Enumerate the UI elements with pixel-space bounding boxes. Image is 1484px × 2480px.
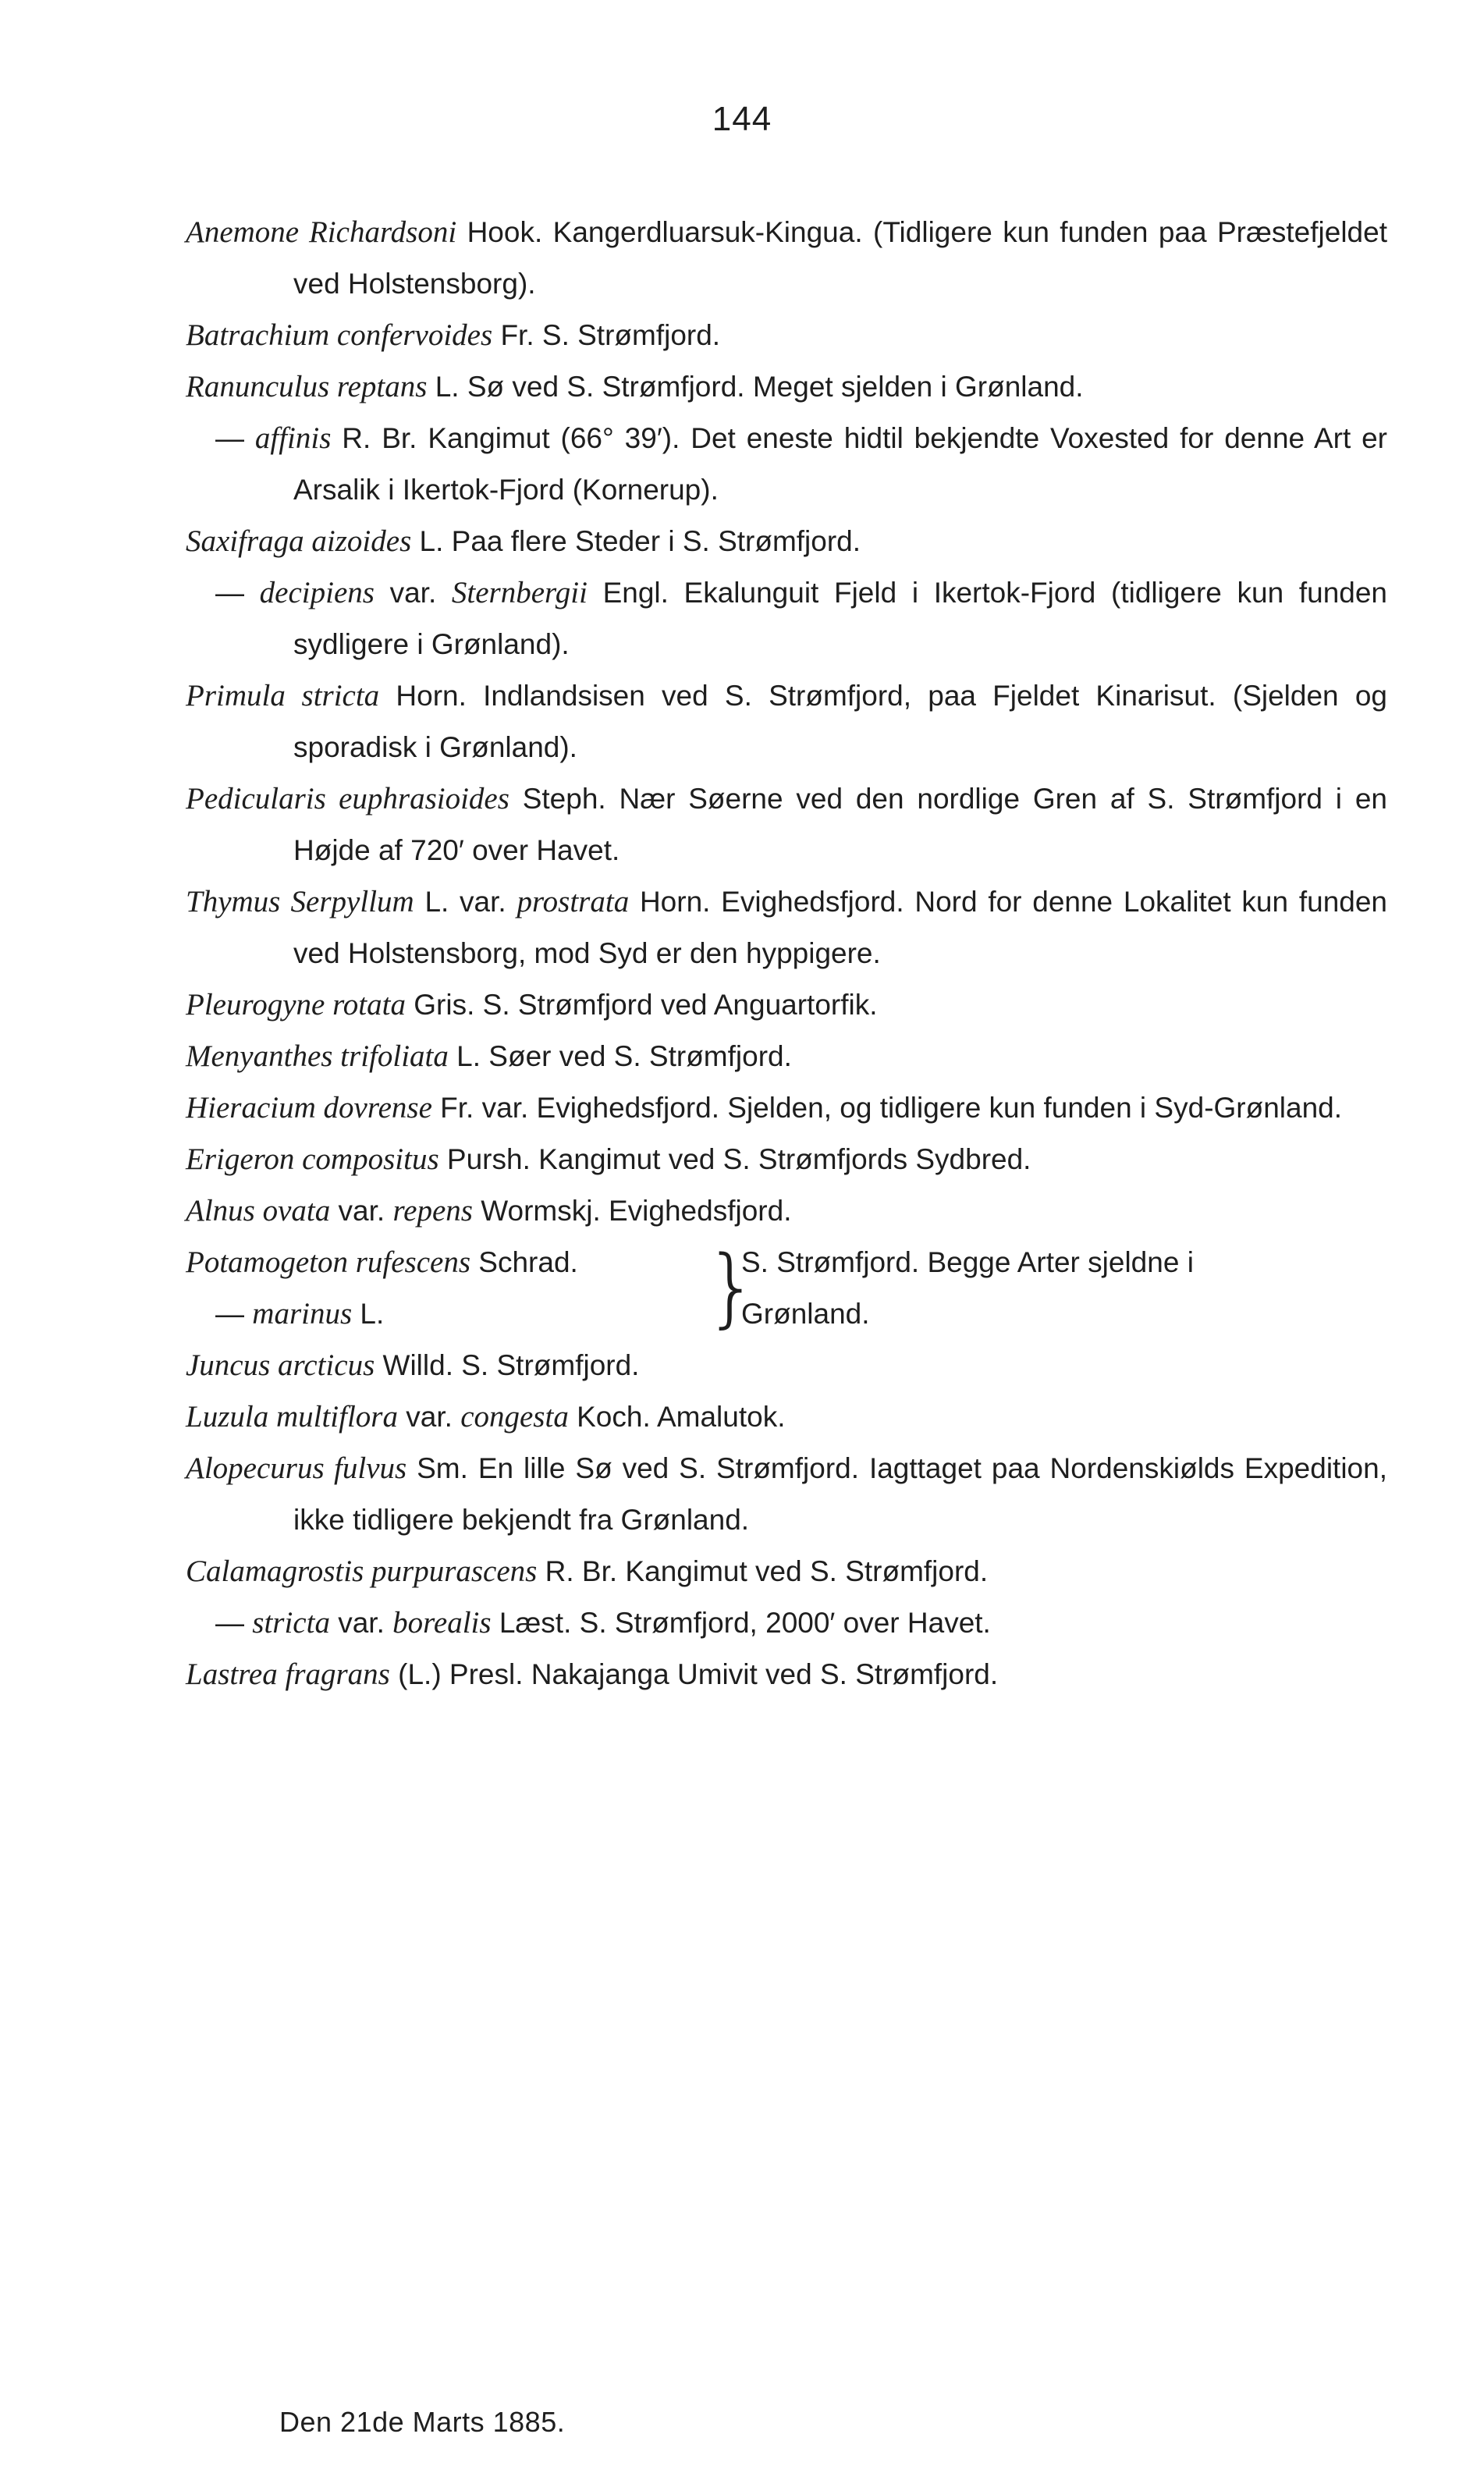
entry-text: L. Søer ved S. Strømfjord.: [448, 1040, 792, 1072]
species-entry: [186, 1649, 1387, 1700]
entry-text: var.: [374, 577, 452, 609]
variety-name: prostrata: [517, 885, 630, 918]
species-entry: [186, 361, 1387, 413]
species-entry: [186, 1134, 1387, 1185]
species-entry: [186, 979, 1387, 1031]
species-name: Menyanthes trifoliata: [186, 1039, 449, 1073]
species-name: Anemone Richardsoni: [186, 215, 457, 249]
species-name: Thymus Serpyllum: [186, 885, 414, 918]
species-entry: [186, 207, 1387, 310]
species-entry: [186, 567, 1387, 670]
species-entry: [186, 670, 1387, 773]
brace-note-line: S. Strømfjord. Begge Arter sjeldne i: [741, 1246, 1194, 1278]
species-name: decipiens: [259, 576, 375, 609]
species-entry: [186, 1443, 1387, 1546]
entry-text: Sm. En lille Sø ved S. Strømfjord. Iagttaget paa Nordenskiølds Expedition, ikke tidligere bekjendt fra Grønland.: [293, 1452, 1387, 1536]
species-name: Alnus ovata: [186, 1194, 331, 1228]
brace-note-line: Grønland.: [741, 1298, 870, 1330]
entry-text: Gris. S. Strømfjord ved Anguartorfik.: [405, 989, 878, 1021]
entry-text: L. Paa flere Steder i S. Strømfjord.: [411, 525, 861, 557]
species-name: Batrachium confervoides: [186, 318, 493, 352]
species-entry: [186, 1340, 1387, 1391]
variety-name: repens: [392, 1194, 473, 1228]
species-entry: [186, 1237, 716, 1288]
species-name: Pedicularis euphrasioides: [186, 782, 509, 815]
variety-name: congesta: [460, 1400, 569, 1434]
entry-text: L. var.: [414, 886, 517, 918]
species-name: Primula stricta: [186, 679, 380, 712]
species-name: stricta: [252, 1606, 330, 1640]
brace-group: [186, 1237, 1387, 1340]
species-name: Calamagrostis purpurascens: [186, 1554, 538, 1588]
variety-name: Sternbergii: [451, 576, 588, 609]
entry-text: Horn. Indlandsisen ved S. Strømfjord, paa Fjeldet Kinarisut. (Sjelden og sporadisk i Grønland).: [293, 680, 1387, 763]
species-name: affinis: [254, 421, 332, 455]
species-name: Lastrea fragrans: [186, 1657, 390, 1691]
right-brace-glyph: }: [705, 1237, 759, 1337]
entry-text: (L.) Presl. Nakajanga Umivit ved S. Strømfjord.: [389, 1658, 999, 1690]
species-name: Pleurogyne rotata: [186, 988, 406, 1021]
entry-text: Hook. Kangerdluarsuk-Kingua. (Tidligere kun funden paa Præstefjeldet ved Holstensborg).: [293, 216, 1387, 300]
species-name: Saxifraga aizoides: [186, 524, 412, 558]
entry-text: L.: [352, 1298, 385, 1330]
species-entry: [186, 1597, 1387, 1649]
species-entry: [186, 1185, 1387, 1237]
entry-dash: —: [215, 1298, 253, 1330]
entry-text: Fr. S. Strømfjord.: [492, 319, 721, 351]
date-signature: Den 21de Marts 1885.: [279, 2406, 566, 2438]
species-entry: [186, 773, 1387, 876]
page-number: 144: [712, 100, 772, 138]
species-name: Luzula multiflora: [186, 1400, 398, 1434]
species-name: Alopecurus fulvus: [186, 1451, 407, 1485]
entry-text: var.: [329, 1607, 393, 1639]
entry-text: Fr. var. Evighedsfjord. Sjelden, og tidligere kun funden i Syd-Grønland.: [431, 1092, 1343, 1124]
species-entry: [186, 1031, 1387, 1082]
species-name: Erigeron compositus: [186, 1142, 439, 1176]
entry-text: Willd. S. Strømfjord.: [375, 1349, 640, 1381]
entry-dash: —: [215, 577, 260, 609]
species-list: [186, 207, 1387, 1700]
entry-text: Wormskj. Evighedsfjord.: [472, 1195, 792, 1227]
entry-text: var.: [330, 1195, 393, 1227]
species-name: marinus: [252, 1297, 353, 1331]
entry-dash: —: [215, 1607, 253, 1639]
entry-text: Engl. Ekalunguit Fjeld i Ikertok-Fjord (tidligere kun funden sydligere i Grønland).: [293, 577, 1388, 660]
entry-text: R. Br. Kangimut ved S. Strømfjord.: [537, 1555, 989, 1587]
entry-text: Læst. S. Strømfjord, 2000′ over Havet.: [491, 1607, 991, 1639]
species-name: Ranunculus reptans: [186, 370, 428, 403]
species-entry: [186, 413, 1387, 516]
entry-text: Schrad.: [470, 1246, 578, 1278]
species-name: Hieracium dovrense: [186, 1091, 432, 1125]
entry-text: Koch. Amalutok.: [568, 1401, 786, 1433]
species-entry: [186, 1288, 716, 1340]
entry-text: R. Br. Kangimut (66° 39′). Det eneste hidtil bekjendte Voxested for denne Art er Arsalik i Ikertok-Fjord (Kornerup).: [293, 422, 1388, 506]
entry-dash: —: [215, 422, 255, 454]
brace-shared-note: [741, 1237, 1387, 1340]
species-name: Potamogeton rufescens: [186, 1245, 471, 1279]
entry-text: Steph. Nær Søerne ved den nordlige Gren af S. Strømfjord i en Højde af 720′ over Havet.: [293, 783, 1387, 866]
species-entry: [186, 516, 1387, 567]
species-entry: [186, 1391, 1387, 1443]
entry-text: var.: [397, 1401, 461, 1433]
species-entry: [186, 876, 1387, 979]
species-entry: [186, 1082, 1387, 1134]
variety-name: borealis: [392, 1606, 492, 1640]
entry-text: Pursh. Kangimut ved S. Strømfjords Sydbred.: [438, 1143, 1031, 1175]
species-entry: [186, 310, 1387, 361]
species-entry: [186, 1546, 1387, 1597]
entry-text: Horn. Evighedsfjord. Nord for denne Lokalitet kun funden ved Holstensborg, mod Syd er den hyppigere.: [293, 886, 1387, 969]
species-name: Juncus arcticus: [186, 1348, 375, 1382]
entry-text: L. Sø ved S. Strømfjord. Meget sjelden i Grønland.: [427, 371, 1084, 403]
